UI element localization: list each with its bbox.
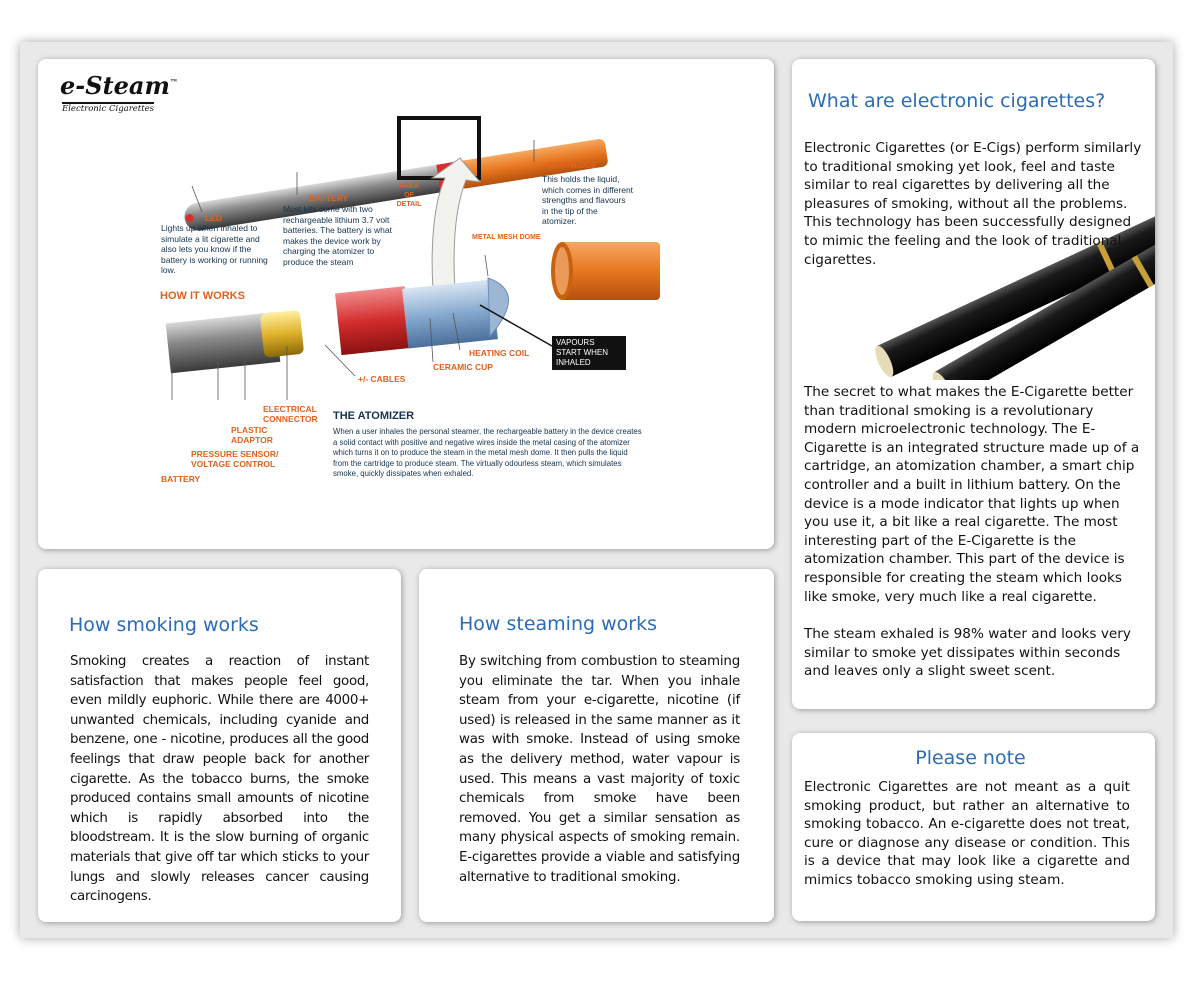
logo-name: e-Steam <box>60 71 170 100</box>
metal-mesh-dome <box>488 278 509 336</box>
gold-connector <box>260 310 304 358</box>
label-cables: +/- CABLES <box>358 374 406 384</box>
smoking-body: Smoking creates a reaction of instant satisfaction that makes people feel good, even mildly euphoric. While there are 4000+ unwanted chemicals, including cyanide and benzene, one - nicotine, produces all the good feelings that draw people back for another cigarette. As the tobacco burns, the smoke produced contains small amounts of nicotine which is rapidly absorbed into the bloodstream. It is the slow burning of organic materials that give off tar which sticks to your lungs and slowly releases cancer causing carcinogens. <box>70 654 369 905</box>
label-cartridge: CARTRIDGE <box>547 160 598 170</box>
steaming-title: How steaming works <box>459 613 657 635</box>
label-atomizer-title: THE ATOMIZER <box>333 410 415 422</box>
label-led: LED <box>205 213 222 223</box>
note-body: Electronic Cigarettes are not meant as a quit smoking product, but rather an alternative to smoking tobacco. An e-cigarette does not treat, cure or diagnose any disease or condition. This is a device that may look like a cigarette and mimics tobacco smoking using steam. <box>804 779 1130 888</box>
label-how-it-works: HOW IT WORKS <box>160 290 245 302</box>
label-cartridge-desc: This holds the liquid, which comes in different strengths and flavours in the tip of the atomizer. <box>542 174 634 226</box>
what-paragraph-1: Electronic Cigarettes (or E-Cigs) perform similarly to traditional smoking yet look, feel and taste similar to real cigarettes by delivering all the pleasures of smoking, without all the problems. This technology has been successfully designed to mimic the feeling and the look of traditional cigarettes. <box>804 140 1142 268</box>
logo-tm: ™ <box>169 77 178 87</box>
smoking-title: How smoking works <box>69 614 259 636</box>
label-battery-2: BATTERY <box>161 474 201 484</box>
detail-arrow <box>432 158 480 290</box>
logo-subtitle: Electronic Cigarettes <box>62 104 155 114</box>
label-led-desc: Lights up when inhaled to simulate a lit cigarette and also lets you know if the battery is working or running low. <box>161 223 268 275</box>
what-paragraph-3: The steam exhaled is 98% water and looks very similar to smoke yet dissipates within seconds and leaves only a slight sweet scent. <box>804 626 1131 680</box>
label-metal-mesh-dome: METAL MESH DOME <box>472 234 541 241</box>
atomizer-red-section <box>335 286 411 355</box>
note-title: Please note <box>915 747 1026 769</box>
what-paragraph-2: The secret to what makes the E-Cigarette better than traditional smoking is a revolutionary modern microelectronic technology. The E-Cigarette is an integrated structure made up of a cartridge, an atomization chamber, a smart chip controller and a built in lithium battery. On the device is a mode indicator that lights up when you use it, a bit like a real cigarette. The most interesting part of the E-Cigarette is the atomization chamber. This part of the device is responsible for creating the steam which looks like smoke, very much like a real cigarette. <box>804 384 1140 605</box>
label-atomizer-desc: When a user inhales the personal steamer, the rechargeable battery in the device creates a solid contact with positive and negative wires inside the metal casing of the atomizer which turns it on to produce the steam in the metal mesh dome. It then pulls the liquid from the cartridge to produce steam. The virtually odourless steam, which simulates smoke, quickly dissipates when exhaled. <box>333 427 642 478</box>
what-title: What are electronic cigarettes? <box>808 90 1106 112</box>
atomizer-blue-section <box>402 279 498 348</box>
label-heating-coil: HEATING COIL <box>469 348 530 358</box>
label-battery-desc: Most kits come with two rechargeable lithium 3.7 volt batteries. The battery is what makes the device work by charging the atomizer to produce the steam <box>283 204 392 267</box>
label-electrical-connector: ELECTRICAL CONNECTOR <box>263 404 318 424</box>
label-ceramic-cup: CERAMIC CUP <box>433 362 493 372</box>
label-pressure-sensor: PRESSURE SENSOR/ VOLTAGE CONTROL <box>191 449 279 469</box>
label-plastic-adaptor: PLASTIC ADAPTOR <box>231 425 273 445</box>
steaming-body: By switching from combustion to steaming you eliminate the tar. When you inhale steam from your e-cigarette, nicotine (if used) is released in the same manner as it was with smoke. Instead of using smoke as the delivery method, water vapour is used. This means a vast majority of toxic chemicals from smoke have been removed. You get a similar sensation as many physical aspects of smoking remain. E-cigarettes provide a viable and satisfying alternative to traditional smoking. <box>459 654 740 885</box>
label-battery: BATTERY <box>309 193 349 203</box>
label-vapours: VAPOURS START WHEN INHALED <box>552 336 626 370</box>
cartridge-tube <box>560 242 660 300</box>
label-area-of-detail: AREA OF DETAIL <box>396 183 422 208</box>
